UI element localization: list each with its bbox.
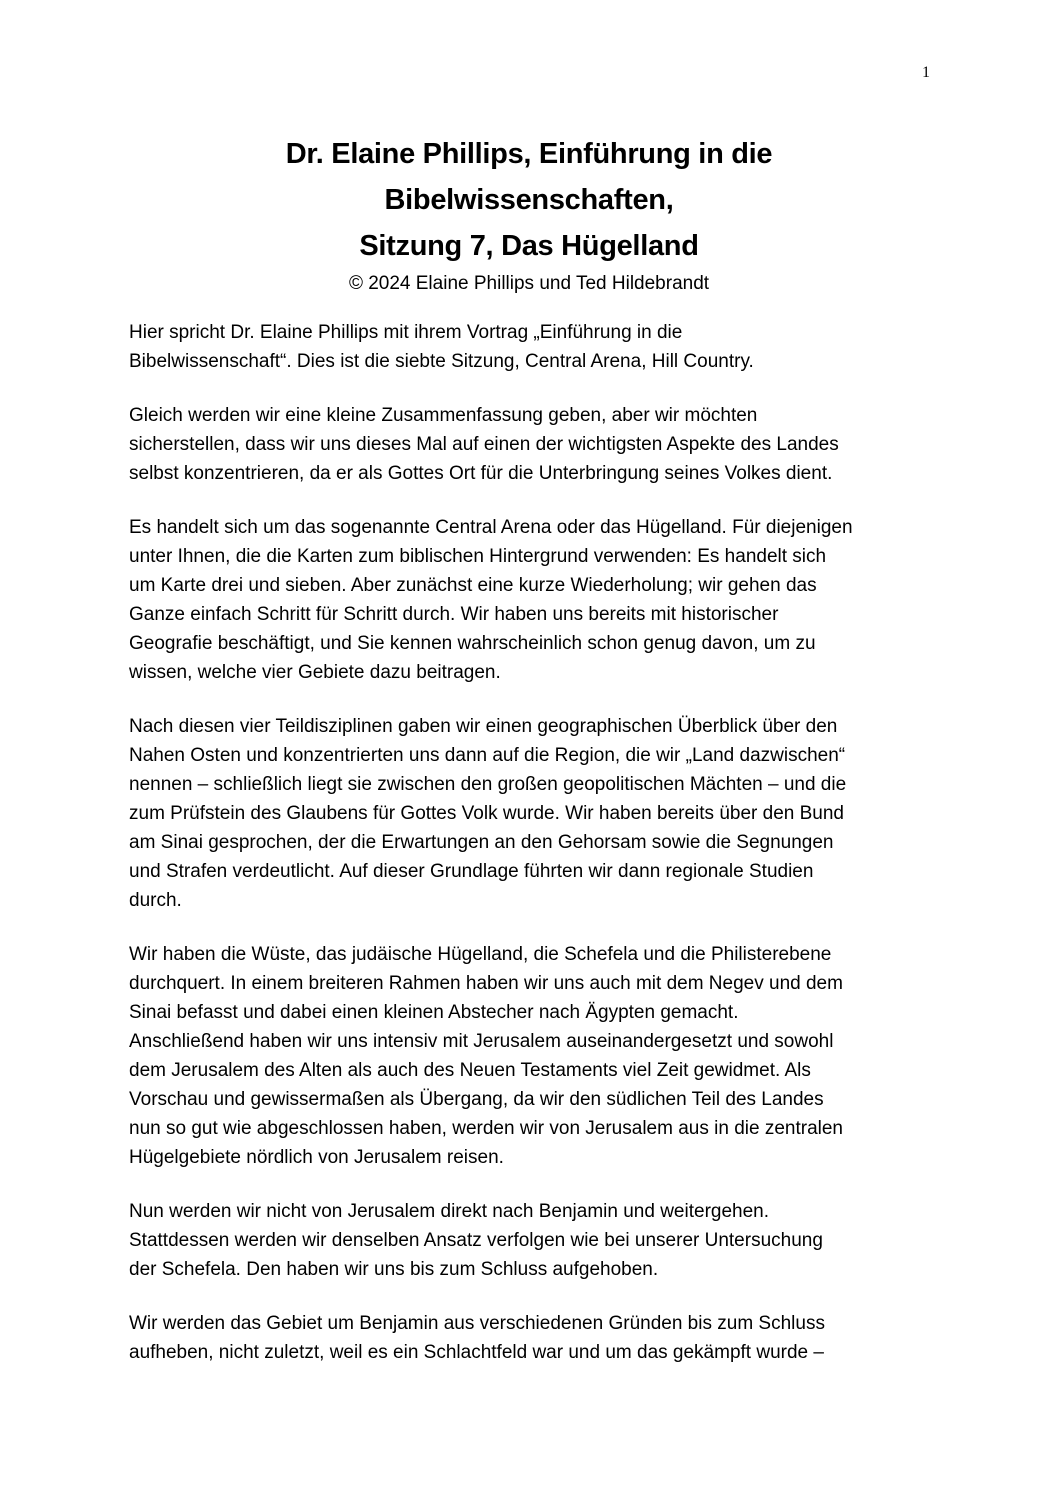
text-line: Geografie beschäftigt, und Sie kennen wahrscheinlich schon genug davon, um zu <box>129 633 816 654</box>
title-line: Sitzung 7, Das Hügelland <box>359 230 699 262</box>
title-block <box>0 131 1058 298</box>
text-line: Ganze einfach Schritt für Schritt durch. Wir haben uns bereits mit historischer <box>129 604 779 625</box>
text-line: Hügelgebiete nördlich von Jerusalem reisen. <box>129 1147 504 1168</box>
text-line: dem Jerusalem des Alten als auch des Neuen Testaments viel Zeit gewidmet. Als <box>129 1060 811 1081</box>
text-line: zum Prüfstein des Glaubens für Gottes Volk wurde. Wir haben bereits über den Bund <box>129 803 844 824</box>
paragraph <box>129 712 944 915</box>
text-line: Gleich werden wir eine kleine Zusammenfassung geben, aber wir möchten <box>129 405 758 426</box>
text-line: Vorschau und gewissermaßen als Übergang, da wir den südlichen Teil des Landes <box>129 1089 824 1110</box>
text-line: sicherstellen, dass wir uns dieses Mal auf einen der wichtigsten Aspekte des Landes <box>129 434 839 455</box>
text-line: nun so gut wie abgeschlossen haben, werden wir von Jerusalem aus in die zentralen <box>129 1118 843 1139</box>
text-line: unter Ihnen, die die Karten zum biblischen Hintergrund verwenden: Es handelt sich <box>129 546 827 567</box>
title-line: Bibelwissenschaften, <box>384 184 674 216</box>
paragraph <box>129 1309 944 1367</box>
text-line: durchquert. In einem breiteren Rahmen haben wir uns auch mit dem Negev und dem <box>129 973 843 994</box>
text-line: Nahen Osten und konzentrierten uns dann auf die Region, die wir „Land dazwischen“ <box>129 745 846 766</box>
text-line: der Schefela. Den haben wir uns bis zum Schluss aufgehoben. <box>129 1259 659 1280</box>
text-line: aufheben, nicht zuletzt, weil es ein Schlachtfeld war und um das gekämpft wurde – <box>129 1342 824 1363</box>
text-line: Wir haben die Wüste, das judäische Hügelland, die Schefela und die Philisterebene <box>129 944 832 965</box>
text-line: nennen – schließlich liegt sie zwischen den großen geopolitischen Mächten – und die <box>129 774 847 795</box>
paragraph <box>129 318 944 376</box>
text-line: Wir werden das Gebiet um Benjamin aus verschiedenen Gründen bis zum Schluss <box>129 1313 825 1334</box>
text-line: Bibelwissenschaft“. Dies ist die siebte Sitzung, Central Arena, Hill Country. <box>129 351 754 372</box>
paragraph <box>129 1197 944 1284</box>
copyright-notice: © 2024 Elaine Phillips und Ted Hildebrandt <box>348 273 710 294</box>
paragraph <box>129 940 944 1172</box>
text-line: Nun werden wir nicht von Jerusalem direkt nach Benjamin und weitergehen. <box>129 1201 770 1222</box>
text-line: Nach diesen vier Teildisziplinen gaben wir einen geographischen Überblick über den <box>129 716 838 737</box>
text-line: selbst konzentrieren, da er als Gottes Ort für die Unterbringung seines Volkes dient. <box>129 463 833 484</box>
text-line: Es handelt sich um das sogenannte Central Arena oder das Hügelland. Für diejenigen <box>129 517 853 538</box>
title-line: Dr. Elaine Phillips, Einführung in die <box>285 138 773 170</box>
paragraph <box>129 513 944 687</box>
page-number: 1 <box>922 64 930 81</box>
text-line: wissen, welche vier Gebiete dazu beitragen. <box>129 662 501 683</box>
text-line: Hier spricht Dr. Elaine Phillips mit ihrem Vortrag „Einführung in die <box>129 322 683 343</box>
text-line: am Sinai gesprochen, der die Erwartungen an den Gehorsam sowie die Segnungen <box>129 832 834 853</box>
text-line: durch. <box>129 890 182 911</box>
body-text <box>129 318 944 1392</box>
text-line: Sinai befasst und dabei einen kleinen Abstecher nach Ägypten gemacht. <box>129 1002 739 1023</box>
text-line: Stattdessen werden wir denselben Ansatz verfolgen wie bei unserer Untersuchung <box>129 1230 823 1251</box>
text-line: und Strafen verdeutlicht. Auf dieser Grundlage führten wir dann regionale Studien <box>129 861 814 882</box>
paragraph <box>129 401 944 488</box>
text-line: Anschließend haben wir uns intensiv mit Jerusalem auseinandergesetzt und sowohl <box>129 1031 834 1052</box>
text-line: um Karte drei und sieben. Aber zunächst eine kurze Wiederholung; wir gehen das <box>129 575 817 596</box>
